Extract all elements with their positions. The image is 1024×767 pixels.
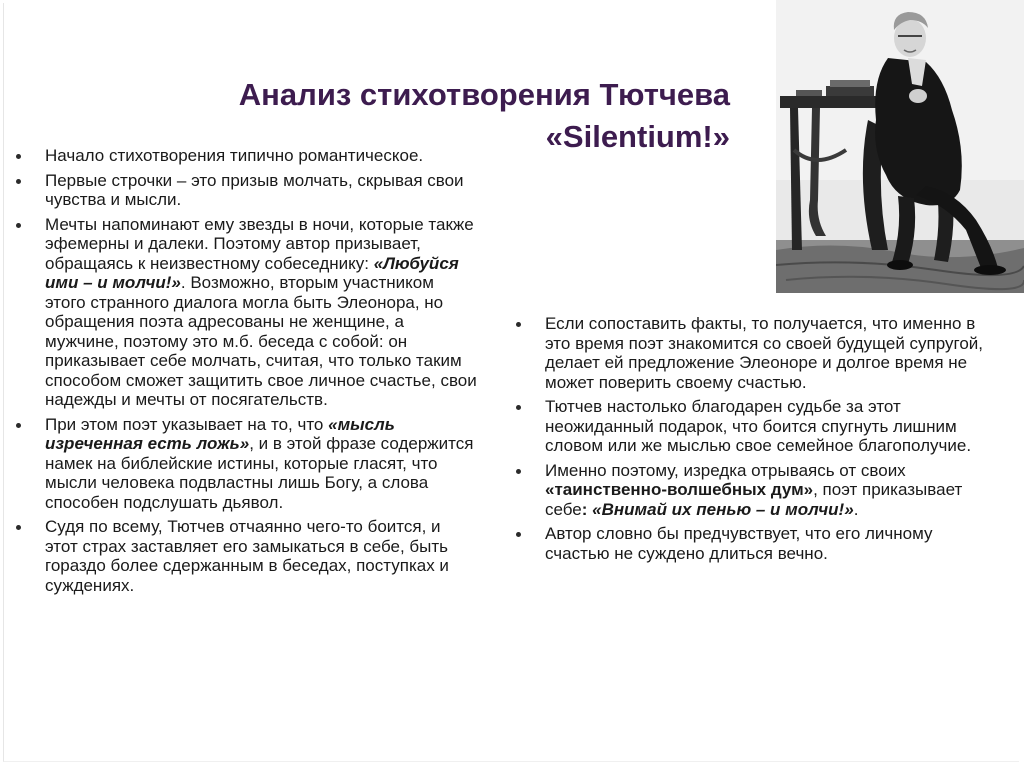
bullet-text-segment: .	[853, 499, 859, 519]
bullet-text-segment: «Любуйся ими – и молчи!»	[45, 253, 459, 292]
bullet-text-segment: Если сопоставить факты, то получается, что именно в это время поэт знакомится со своей будущей супругой, делает ей предложение Элеоноре и долгое время не может поверить своему счастью.	[545, 314, 984, 392]
bullet-item	[507, 314, 992, 392]
bullet-item	[7, 171, 477, 210]
bullet-text-segment: :	[581, 499, 593, 519]
title-line-2: «Silentium!»	[545, 118, 730, 154]
bullet-text-segment: Начало стихотворения типично романтическое.	[45, 146, 424, 165]
bullet-text-segment: Первые строчки – это призыв молчать, скрывая свои чувства и мысли.	[45, 170, 464, 209]
bullet-text-segment: . Возможно, вторым участником этого странного диалога могла быть Элеонора, но обращения поэта адресованы не женщине, а мужчине, поэтому это м.б. беседа с собой: он приказывает себе молчать, считая, что только таким способом сможет защитить свое личное счастье, свои надежды и мечты от посягательств.	[45, 273, 477, 409]
bullet-text-segment: , и в этой фразе содержится намек на библейские истины, которые гласят, что мысли человека подвластны лишь Богу, а слова способен подслушать дьявол.	[45, 434, 474, 512]
bullet-text-segment: При этом поэт указывает на то, что	[45, 414, 329, 434]
bullet-text-segment: «Внимай их пенью – и молчи!»	[592, 499, 854, 519]
bullet-dot-icon	[16, 525, 21, 530]
bullet-text-segment: Именно поэтому, изредка отрываясь от своих	[545, 460, 906, 480]
bullet-dot-icon	[16, 179, 21, 184]
bullet-text-segment: , поэт приказывает себе	[545, 480, 963, 519]
bullet-item	[7, 415, 477, 513]
bullet-dot-icon	[516, 322, 521, 327]
bullet-text-segment: Тютчев настолько благодарен судьбе за этот неожиданный подарок, что боится спугнуть лишним словом или же мыслью свое семейное благополучие.	[545, 397, 972, 455]
bullet-text-segment: «мысль изреченная есть ложь»	[45, 414, 395, 453]
bullet-item	[507, 461, 992, 520]
bullet-item	[507, 397, 992, 456]
portrait-tyutchev-icon	[776, 0, 1024, 293]
bullet-dot-icon	[516, 532, 521, 537]
bullet-dot-icon	[516, 469, 521, 474]
portrait-image	[776, 0, 1024, 293]
bullet-item	[7, 517, 477, 595]
bullet-text-segment: Судя по всему, Тютчев отчаянно чего-то боится, и этот страх заставляет его замыкаться в себе, быть гораздо более сдержанным в беседах, поступках и суждениях.	[45, 517, 449, 595]
bullet-text-segment: Мечты напоминают ему звезды в ночи, которые также эфемерны и далеки. Поэтому автор призывает, обращаясь к неизвестному собеседнику:	[45, 214, 474, 273]
bullet-text-segment: Автор словно бы предчувствует, что его личному счастью не суждено длиться вечно.	[545, 524, 933, 563]
bullet-dot-icon	[16, 423, 21, 428]
title-line-1: Анализ стихотворения Тютчева	[238, 77, 730, 112]
left-bullet-list	[7, 146, 477, 600]
bullet-item	[7, 146, 477, 166]
bullet-dot-icon	[16, 154, 21, 159]
bullet-dot-icon	[16, 223, 21, 228]
bullet-item	[7, 215, 477, 410]
right-bullet-list	[507, 314, 992, 568]
bullet-text-segment: «таинственно-волшебных дум»	[545, 480, 814, 499]
bullet-dot-icon	[516, 405, 521, 410]
bullet-item	[507, 524, 992, 563]
